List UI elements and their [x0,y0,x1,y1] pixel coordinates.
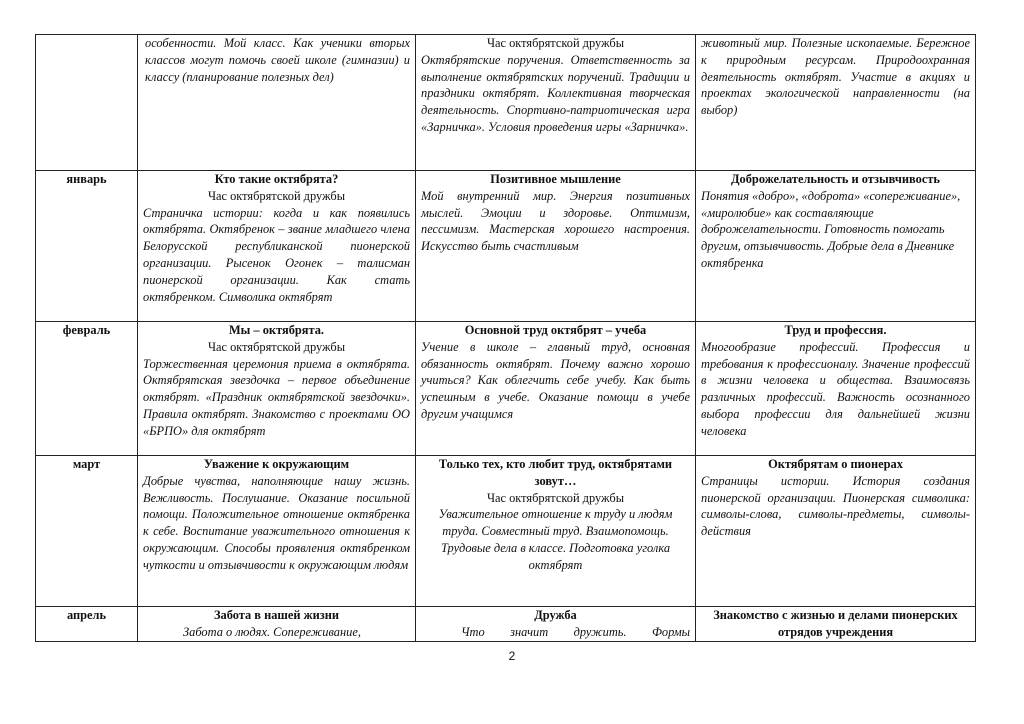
topic-cell [416,607,696,642]
topic-cell [696,607,976,642]
topic-title: Только тех, кто любит труд, октябрятами зовут… [438,457,673,488]
topic-body: особенности. Мой класс. Как ученики вторых классов могут помочь своей школе (гимназии) и классу (планирование полезных дел) [145,36,410,84]
topic-body: Страницы истории. История создания пионерской организации. Пионерская символика: символы-слова, символы-предметы, символы-действия [701,473,970,539]
topic-cell [696,35,976,171]
topic-cell [138,322,416,456]
topic-subtitle: Час октябрятской дружбы [207,188,346,203]
month-cell: март [36,456,138,607]
month-cell [36,35,138,171]
topic-cell [138,35,416,171]
topic-cell [696,171,976,322]
topic-body: Страничка истории: когда и как появились октябрята. Октябренок – звание младшего члена Белорусской республиканской пионерской организации. Рысенок Огонек – талисман пионерской организации. Как стать октябренком. Символика октябрят [143,205,410,304]
topic-title: Кто такие октябрята? [214,172,339,186]
topic-body: Добрые чувства, наполняющие нашу жизнь. Вежливость. Послушание. Оказание посильной помощи. Положительное отношение октябренка к себе. Воспитание уважительного отношения к окружающим. Способы проявления октябренком чуткости и отзывчивости к окружающим людям [143,473,410,572]
topic-title: Уважение к окружающим [203,457,350,471]
topic-cell [416,456,696,607]
topic-body: животный мир. Полезные ископаемые. Бережное к природным ресурсам. Природоохранная деятельность октябрят. Участие в акциях и проектах экологической направленности (на выбор) [701,36,970,118]
topic-body: Многообразие профессий. Профессия и требования к профессионалу. Значение профессий в жизни человека и общества. Взаимосвязь различных профессий. Важность осознанного выбора профессии для дальнейшей жизни человека [701,339,970,438]
topic-cell [416,35,696,171]
topic-cell [138,456,416,607]
table-row [36,35,976,171]
topic-body: Октябрятские поручения. Ответственность за выполнение октябрятских поручений. Традиции и праздники октябрят. Коллективная творческая деятельность. Спортивно-патриотическая игра «Зарничка». Условия проведения игры «Зарничка». [421,52,690,134]
topic-title: Позитивное мышление [490,172,621,186]
page-number: 2 [508,649,516,663]
topic-title: Основной труд октябрят – учеба [464,323,647,337]
topic-subtitle: Час октябрятской дружбы [486,36,625,50]
plan-table [35,34,976,642]
topic-body: Понятия «добро», «доброта» «сопереживание», «миролюбие» как составляющие доброжелательности. Готовность помогать другим, отзывчивость. Добрые дела в Дневнике октябренка [701,188,961,270]
topic-body: Учение в школе – главный труд, основная обязанность октябрят. Почему важно хорошо учиться? Как облегчить себе учебу. Как быть успешным в учебе. Оказание помощи в учебе другим учащимся [421,339,690,421]
topic-cell [696,456,976,607]
topic-body: Забота о людях. Сопереживание, [183,624,361,639]
topic-cell [696,322,976,456]
topic-body: Торжественная церемония приема в октябрята. Октябрятская звездочка – первое объединение октябрят. «Праздник октябрятской звездочки». Правила октябрят. Знакомство с проектами ОО «БРПО» для октябрят [143,356,410,438]
topic-body: Что значит дружить. Формы [461,624,690,639]
topic-cell [416,171,696,322]
topic-cell [138,607,416,642]
table-row [36,171,976,322]
topic-title: Доброжелательность и отзывчивость [731,172,940,186]
table-row [36,607,976,642]
topic-cell [416,322,696,456]
topic-body: Мой внутренний мир. Энергия позитивных мыслей. Эмоции и здоровье. Оптимизм, пессимизм. Мастерская хорошего настроения. Искусство быть счастливым [421,188,690,254]
table-row [36,456,976,607]
topic-title: Забота в нашей жизни [213,608,340,622]
topic-title: Знакомство с жизнью и делами пионерских отрядов учреждения [713,608,958,639]
topic-title: Октябрятам о пионерах [768,457,903,471]
topic-subtitle: Час октябрятской дружбы [207,339,346,354]
topic-cell [138,171,416,322]
topic-body: Уважительное отношение к труду и людям труда. Совместный труд. Взаимопомощь. Трудовые дела в классе. Подготовка уголка октябрят [438,507,673,572]
table-row [36,322,976,456]
topic-title: Мы – октябрята. [228,323,325,337]
month-cell: февраль [36,322,138,456]
topic-title: Труд и профессия. [784,323,887,337]
topic-subtitle: Час октябрятской дружбы [486,490,625,505]
month-cell: январь [36,171,138,322]
month-cell: апрель [36,607,138,642]
topic-title: Дружба [534,608,577,622]
